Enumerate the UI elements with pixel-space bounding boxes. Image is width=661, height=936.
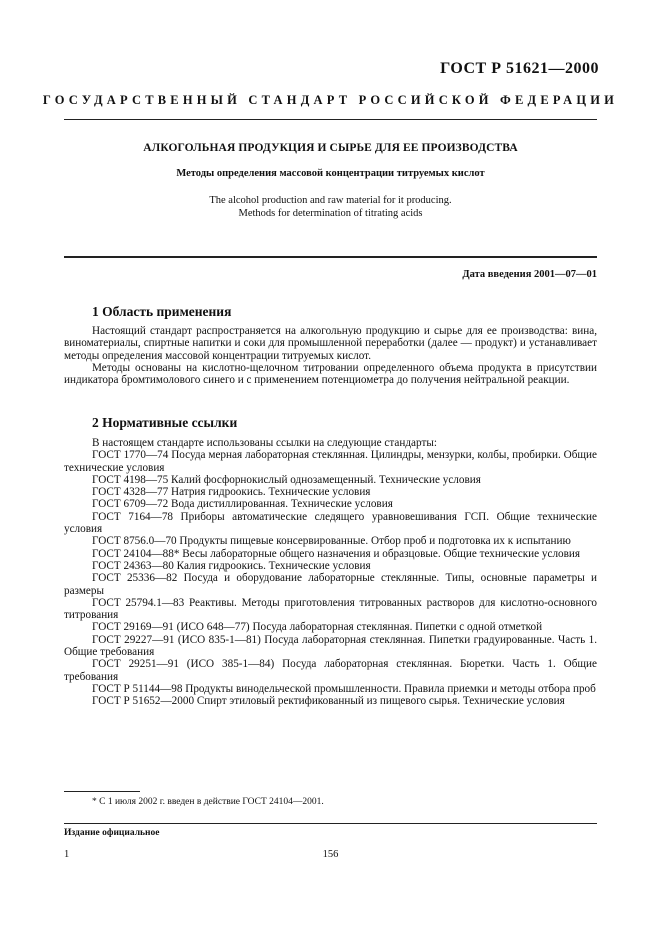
gost-code: ГОСТ Р 51621—2000 — [440, 60, 599, 77]
introduction-date: Дата введения 2001—07—01 — [462, 269, 597, 280]
footnote: * С 1 июля 2002 г. введен в действие ГОСТ 24104—2001. — [92, 797, 324, 807]
section-1-heading: 1 Область применения — [92, 304, 232, 319]
section-2-body — [64, 437, 597, 708]
reference-item: ГОСТ 1770—74 Посуда мерная лабораторная стеклянная. Цилиндры, мензурки, колбы, пробирки. Общие технические условия — [64, 449, 597, 474]
reference-item: ГОСТ 24104—88* Весы лабораторные общего назначения и образцовые. Общие технические условия — [92, 547, 581, 560]
document-title: АЛКОГОЛЬНАЯ ПРОДУКЦИЯ И СЫРЬЕ ДЛЯ ЕЕ ПРОИЗВОДСТВА — [143, 142, 518, 154]
reference-item: ГОСТ 25336—82 Посуда и оборудование лабораторные стеклянные. Типы, основные параметры и размеры — [64, 572, 597, 597]
reference-item: ГОСТ 4328—77 Натрия гидроокись. Технические условия — [92, 486, 371, 499]
section-1-body — [64, 325, 597, 386]
edition-label: Издание официальное — [64, 828, 160, 838]
state-standard-heading: ГОСУДАРСТВЕННЫЙ СТАНДАРТ РОССИЙСКОЙ ФЕДЕРАЦИИ — [42, 93, 619, 107]
top-divider — [64, 119, 597, 120]
reference-item: ГОСТ 6709—72 Вода дистиллированная. Технические условия — [92, 498, 393, 511]
english-title-line: The alcohol production and raw material for it producing. — [209, 195, 452, 206]
english-title-line: Methods for determination of titrating acids — [238, 208, 423, 219]
left-page-mark: 1 — [64, 849, 70, 860]
reference-item: ГОСТ 7164—78 Приборы автоматические следящего уравновешивания ГСП. Общие технические условия — [64, 510, 597, 536]
reference-item: ГОСТ 29169—91 (ИСО 648—77) Посуда лабораторная стеклянная. Пипетки с одной отметкой — [92, 621, 543, 634]
footnote-divider — [64, 791, 140, 792]
reference-item: ГОСТ 25794.1—83 Реактивы. Методы приготовления титрованных растворов для кислотно-основного титрования — [64, 596, 597, 622]
reference-item: ГОСТ Р 51652—2000 Спирт этиловый ректификованный из пищевого сырья. Технические условия — [92, 695, 565, 708]
english-title — [0, 194, 661, 220]
title-divider — [64, 256, 597, 258]
paragraph: В настоящем стандарте использованы ссылки на следующие стандарты: — [92, 437, 437, 449]
bottom-divider — [64, 823, 597, 824]
paragraph: Методы основаны на кислотно-щелочном титровании определенного объема продукта в присутствии индикатора бромтимолового синего и с применением потенциометра до получения нейтральной реакции. — [64, 361, 597, 387]
reference-item: ГОСТ Р 51144—98 Продукты винодельческой промышленности. Правила приемки и методы отбора проб — [92, 682, 596, 695]
reference-item: ГОСТ 29251—91 (ИСО 385-1—84) Посуда лабораторная стеклянная. Бюретки. Часть 1. Общие требования — [64, 658, 597, 683]
document-subtitle: Методы определения массовой концентрации титруемых кислот — [176, 168, 485, 179]
reference-item: ГОСТ 29227—91 (ИСО 835-1—81) Посуда лабораторная стеклянная. Пипетки градуированные. Часть 1. Общие требования — [64, 633, 597, 659]
reference-item: ГОСТ 8756.0—70 Продукты пищевые консервированные. Отбор проб и подготовка их к испытанию — [92, 535, 571, 548]
paragraph: Настоящий стандарт распространяется на алкогольную продукцию и сырье для ее производства: вина, виноматериалы, спиртные напитки и соки для промышленной переработки (далее — продукт) и устанавливает методы определения массовой концентрации титруемых кислот. — [64, 325, 597, 362]
section-2-heading: 2 Нормативные ссылки — [92, 415, 238, 430]
reference-item: ГОСТ 24363—80 Калия гидроокись. Технические условия — [92, 559, 371, 572]
page-number: 156 — [322, 849, 339, 860]
reference-item: ГОСТ 4198—75 Калий фосфорнокислый однозамещенный. Технические условия — [92, 473, 481, 486]
